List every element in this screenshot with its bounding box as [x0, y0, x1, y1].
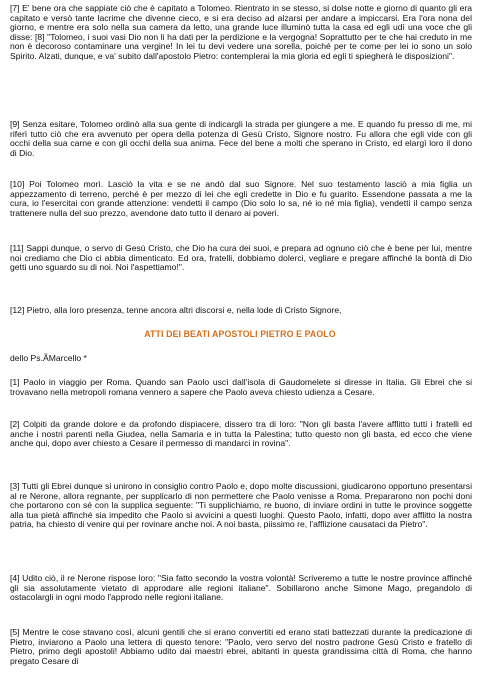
paragraph-10: [10] Poi Tolomeo morì. Lasciò la vita e se ne andò dal suo Signore. Nel suo testamento lasciò a mia figlia un appezzamento di terreno, perché è per mezzo di lei che egli credette in Dio e fu guarito. Essendone passata a me la cura, io l'esercitai con grande attenzione: vendetti il campo (Dio solo lo sa, né io né mia figlia), vendetti il campo senza trattenere nulla del suo prezzo, avendone dato tutto il denaro ai poveri. [10, 179, 472, 218]
paragraph-3: [3] Tutti gli Ebrei dunque si unirono in consiglio contro Paolo e, dopo molte discussioni, giudicarono opportuno presentarsi al re Nerone, allora regnante, per supplicarlo di non permettere che Paolo venisse a Roma. Prepararono non pochi doni che portarono con sé con la supplica seguente: "Ti supplichiamo, re buono, di inviare ordini in tutte le province soggette alla tua pietà affinché sia impedito che Paolo si avvicini a questi luoghi. Questo Paolo, infatti, dopo aver afflitto la nostra patria, ha chiesto di venire qui per rovinare anche noi. A noi basta, piissimo re, l'afflizione causataci da Pietro". [10, 481, 472, 530]
paragraph-2: [2] Colpiti da grande dolore e da profondo dispiacere, dissero tra di loro: "Non gli basta l'avere afflitto tutti i fratelli ed anche i nostri parenti nella Giudea, nella Samaria e in tutta la Palestina; tutto questo non gli basta, ed ecco che viene anche qui, dopo aver chiesto a Cesare il permesso di mandarci in rovina". [10, 419, 472, 449]
paragraph-5: [5] Mentre le cose stavano così, alcuni gentili che si erano convertiti ed erano stati battezzati durante la predicazione di Pietro, inviarono a Paolo una lettera di questo tenore: "Paolo, vero servo del nostro padrone Gesù Cristo e fratello di Pietro, primo degli apostoli! Abbiamo udito dai maestri ebrei, abitanti in questa grandissima città di Roma, che hanno pregato Cesare di [10, 627, 472, 666]
paragraph-7-8: [7] E' bene ora che sappiate ciò che è capitato a Tolomeo. Rientrato in se stesso, si dolse notte e giorno di quanto gli era capitato e versò tante lacrime che divenne cieco, e si era deciso ad alzarsi per andare a impiccarsi. Era l'ora nona del giorno, e mentre era solo nella sua camera da letto, una grande luce illuminò tutta la casa ed egli udì una voce che gli disse: [8] "Tolomeo, i suoi vasi Dio non li ha dati per la perdizione e la vergogna! Soprattutto per te che hai creduto in me non è decoroso contaminare una vergine! In lei tu devi vedere una sorella, poiché per te come per lei io sono un solo Spirito. Alzati, dunque, e va' subito dall'apostolo Pietro: contemplerai la mia gloria ed egli ti spiegherà le disposizioni". [10, 3, 472, 61]
paragraph-1: [1] Paolo in viaggio per Roma. Quando san Paolo uscì dall'isola di Gaudomelete si diresse in Italia. Gli Ebrei che si trovavano nella metropoli romana vennero a sapere che Paolo aveva chiesto udienza a Cesare. [10, 377, 472, 397]
paragraph-4: [4] Udito ciò, il re Nerone rispose loro: "Sia fatto secondo la vostra volontà! Scriveremo a tutte le nostre province affinché gli sia assolutamente vietato di approdare alle regioni italiane". Sobillarono anche Simone Mago, pregandolo di ostacolargli in ogni modo l'approdo nelle regioni italiane. [10, 573, 472, 603]
paragraph-11: [11] Sappi dunque, o servo di Gesù Cristo, che Dio ha cura dei suoi, e prepara ad ognuno ciò che è bene per lui, mentre noi crediamo che Dio ci abbia dimenticato. Ed ora, fratelli, dobbiamo dolerci, vegliare e pregare affinché la bontà di Dio getti uno sguardo su di noi. Noi l'aspettiamo!". [10, 243, 472, 273]
author-line: dello Ps.ÃMarcello * [10, 353, 87, 363]
section-title: ATTI DEI BEATI APOSTOLI PIETRO E PAOLO [144, 329, 336, 339]
paragraph-12: [12] Pietro, alla loro presenza, tenne ancora altri discorsi e, nella lode di Cristo Signore, [10, 305, 342, 315]
paragraph-9: [9] Senza esitare, Tolomeo ordinò alla sua gente di indicargli la strada per giungere a me. E quando fu presso di me, mi riferì tutto ciò che era avvenuto per opera della potenza di Gesù Cristo, Signore nostro. Fu allora che egli vide con gli occhi della sua carne e con gli occhi della sua anima. Fece del bene a molti che sperano in Cristo, ed elargì loro il dono di Dio. [10, 119, 472, 158]
